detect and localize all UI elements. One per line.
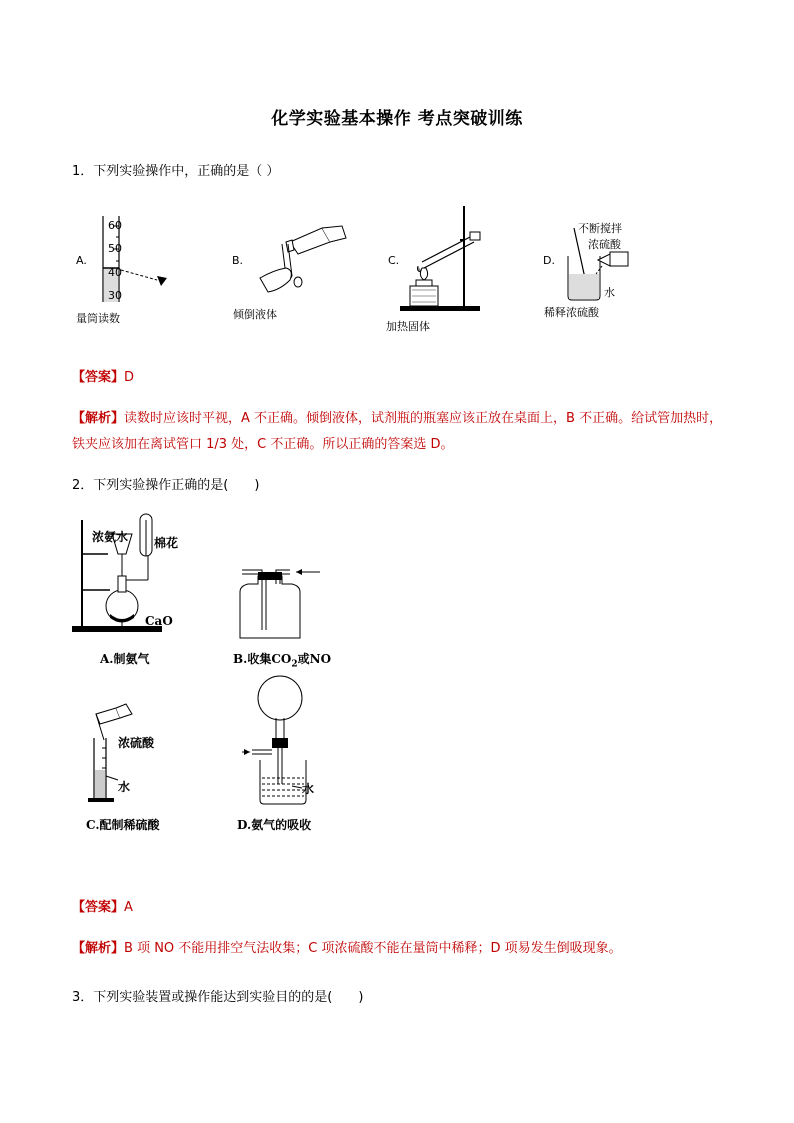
q2-figure-b-gas-bottle xyxy=(236,568,326,642)
page-title: 化学实验基本操作 考点突破训练 xyxy=(271,109,523,129)
analysis-tag: 【解析】 xyxy=(72,941,125,956)
q2-d-label-water: 水 xyxy=(302,782,315,796)
q1-option-c-caption: 加热固体 xyxy=(386,320,430,333)
question-2-stem: 2．下列实验操作正确的是( ) xyxy=(72,478,260,493)
q1-d-label-water: 水 xyxy=(604,286,615,299)
q2-a-label-ammonia-water: 浓氨水 xyxy=(92,530,129,544)
analysis-tag: 【解析】 xyxy=(72,411,125,426)
answer-tag: 【答案】 xyxy=(72,370,125,385)
q1-analysis xyxy=(72,406,732,458)
q2-option-c-caption: C.配制稀硫酸 xyxy=(86,818,160,832)
q2-analysis xyxy=(72,936,732,962)
q2-c-label-water: 水 xyxy=(118,780,131,794)
q2-b-caption-sub: 2 xyxy=(291,659,298,670)
q2-a-label-cao: CaO xyxy=(145,614,173,628)
q2-b-caption-post: 或NO xyxy=(297,652,332,666)
q1-option-a-letter: A. xyxy=(76,254,87,267)
q1-option-c-letter: C. xyxy=(388,254,400,267)
q1-d-label-stir: 不断搅拌 xyxy=(578,222,622,235)
q1-a-tick-60: 60 xyxy=(108,219,122,232)
q1-option-b-letter: B. xyxy=(232,254,244,267)
q1-option-d-letter: D. xyxy=(543,254,555,267)
question-1-stem: 1．下列实验操作中，正确的是（ ） xyxy=(72,164,280,179)
q1-option-a-caption: 量筒读数 xyxy=(76,312,120,325)
q2-option-a-caption: A.制氨气 xyxy=(100,652,150,666)
q1-option-d-caption: 稀释浓硫酸 xyxy=(544,306,599,319)
q2-a-label-cotton: 棉花 xyxy=(154,536,179,550)
q1-a-tick-30: 30 xyxy=(108,289,122,302)
q2-option-b-caption xyxy=(233,650,331,669)
answer-tag: 【答案】 xyxy=(72,900,125,915)
question-3-stem: 3．下列实验装置或操作能达到实验目的的是( ) xyxy=(72,990,364,1005)
answer-value: A xyxy=(124,900,133,915)
q1-answer xyxy=(72,366,134,385)
answer-value: D xyxy=(124,370,135,385)
q2-option-d-caption: D.氨气的吸收 xyxy=(237,818,312,832)
q2-b-caption-pre: B.收集CO xyxy=(233,652,292,666)
analysis-text: B 项 NO 不能用排空气法收集；C 项浓硫酸不能在量筒中稀释；D 项易发生倒吸现象。 xyxy=(124,941,622,956)
q2-c-label-acid: 浓硫酸 xyxy=(118,736,155,750)
q2-answer xyxy=(72,896,133,915)
q1-a-tick-40: 40 xyxy=(108,266,122,279)
q1-option-b-caption: 倾倒液体 xyxy=(233,308,277,321)
analysis-text: 读数时应该时平视，A 不正确。倾倒液体，试剂瓶的瓶塞应该正放在桌面上，B 不正确。给试管加热时，铁夹应该加在离试管口 1/3 处，C 不正确。所以正确的答案选 D。 xyxy=(72,411,723,452)
q1-figure-c-heating xyxy=(400,206,500,316)
q1-a-tick-50: 50 xyxy=(108,242,122,255)
q1-figure-b-pouring xyxy=(250,220,350,305)
q1-d-label-acid: 浓硫酸 xyxy=(588,238,621,251)
